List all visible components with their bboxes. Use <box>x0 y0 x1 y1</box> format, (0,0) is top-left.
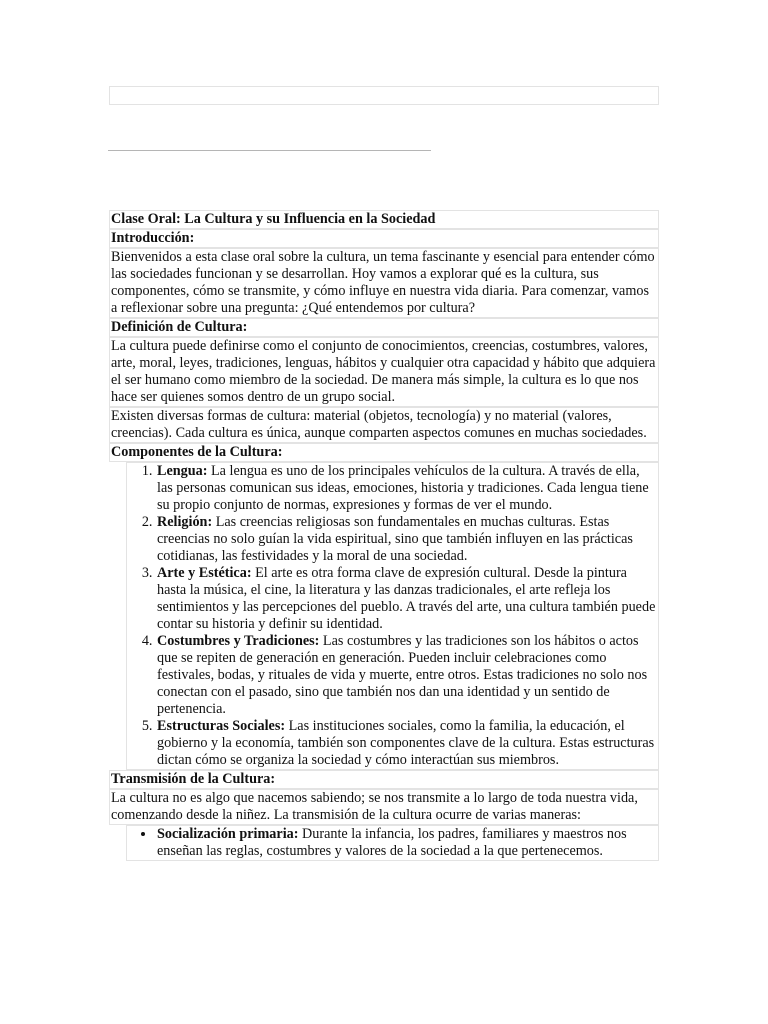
header-rule <box>108 150 431 151</box>
components-heading: Componentes de la Cultura: <box>109 443 659 462</box>
list-item <box>156 718 658 769</box>
intro-paragraph: Bienvenidos a esta clase oral sobre la cultura, un tema fascinante y esencial para entender cómo las sociedades funcionan y se desarrollan. Hoy vamos a explorar qué es la cultura, sus componentes, cómo se transmite, y cómo influye en nuestra vida diaria. Para comenzar, vamos a reflexionar sobre una pregunta: ¿Qué entendemos por cultura? <box>109 248 659 318</box>
component-term-religion: Religión: <box>157 514 213 530</box>
list-item <box>156 565 658 633</box>
list-item <box>156 826 658 860</box>
transmission-list <box>126 825 659 861</box>
header-box <box>109 86 659 105</box>
component-term-lengua: Lengua: <box>157 463 208 479</box>
definition-paragraph-1: La cultura puede definirse como el conjunto de conocimientos, creencias, costumbres, valores, arte, moral, leyes, tradiciones, lenguas, hábitos y cualquier otra capacidad y hábito que adquiera el ser humano como miembro de la sociedad. De manera más simple, la cultura es lo que nos hace ser quienes somos dentro de un grupo social. <box>109 337 659 407</box>
component-term-arte: Arte y Estética: <box>157 565 252 581</box>
component-text: Las creencias religiosas son fundamentales en muchas culturas. Estas creencias no solo guían la vida espiritual, sino que también influyen en las prácticas cotidianas, las festividades y la moral de una sociedad. <box>157 514 633 564</box>
transmission-term-socializacion: Socialización primaria: <box>157 826 299 842</box>
list-item <box>156 514 658 565</box>
component-term-estructuras: Estructuras Sociales: <box>157 718 286 734</box>
component-text: El arte es otra forma clave de expresión cultural. Desde la pintura hasta la música, el cine, la literatura y las danzas tradicionales, el arte refleja los sentimientos y las percepciones del pueblo. A través del arte, una cultura también puede contar su historia y definir su identidad. <box>157 565 656 632</box>
list-item <box>156 463 658 514</box>
components-list <box>126 462 659 770</box>
component-text: La lengua es uno de los principales vehículos de la cultura. A través de ella, las personas comunican sus ideas, emociones, historia y tradiciones. Cada lengua tiene su propio conjunto de normas, expresiones y formas de ver el mundo. <box>157 463 649 513</box>
document-title: Clase Oral: La Cultura y su Influencia en la Sociedad <box>109 210 659 229</box>
document-body <box>109 210 659 861</box>
definition-heading: Definición de Cultura: <box>109 318 659 337</box>
list-item <box>156 633 658 718</box>
component-term-costumbres: Costumbres y Tradiciones: <box>157 633 320 649</box>
component-text: Las instituciones sociales, como la familia, la educación, el gobierno y la economía, también son componentes clave de la cultura. Estas estructuras dictan cómo se organiza la sociedad y cómo interactúan sus miembros. <box>157 718 655 768</box>
transmission-text: Durante la infancia, los padres, familiares y maestros nos enseñan las reglas, costumbres y valores de la sociedad a la que pertenecemos. <box>157 826 627 859</box>
transmission-paragraph: La cultura no es algo que nacemos sabiendo; se nos transmite a lo largo de toda nuestra vida, comenzando desde la niñez. La transmisión de la cultura ocurre de varias maneras: <box>109 789 659 825</box>
definition-paragraph-2: Existen diversas formas de cultura: material (objetos, tecnología) y no material (valores, creencias). Cada cultura es única, aunque comparten aspectos comunes en muchas sociedades. <box>109 407 659 443</box>
component-text: Las costumbres y las tradiciones son los hábitos o actos que se repiten de generación en generación. Pueden incluir celebraciones como festivales, bodas, y rituales de vida y muerte, entre otros. Estas tradiciones no solo nos conectan con el pasado, sino que también nos dan una identidad y un sentido de pertenencia. <box>157 633 648 717</box>
intro-heading: Introducción: <box>109 229 659 248</box>
transmission-heading: Transmisión de la Cultura: <box>109 770 659 789</box>
